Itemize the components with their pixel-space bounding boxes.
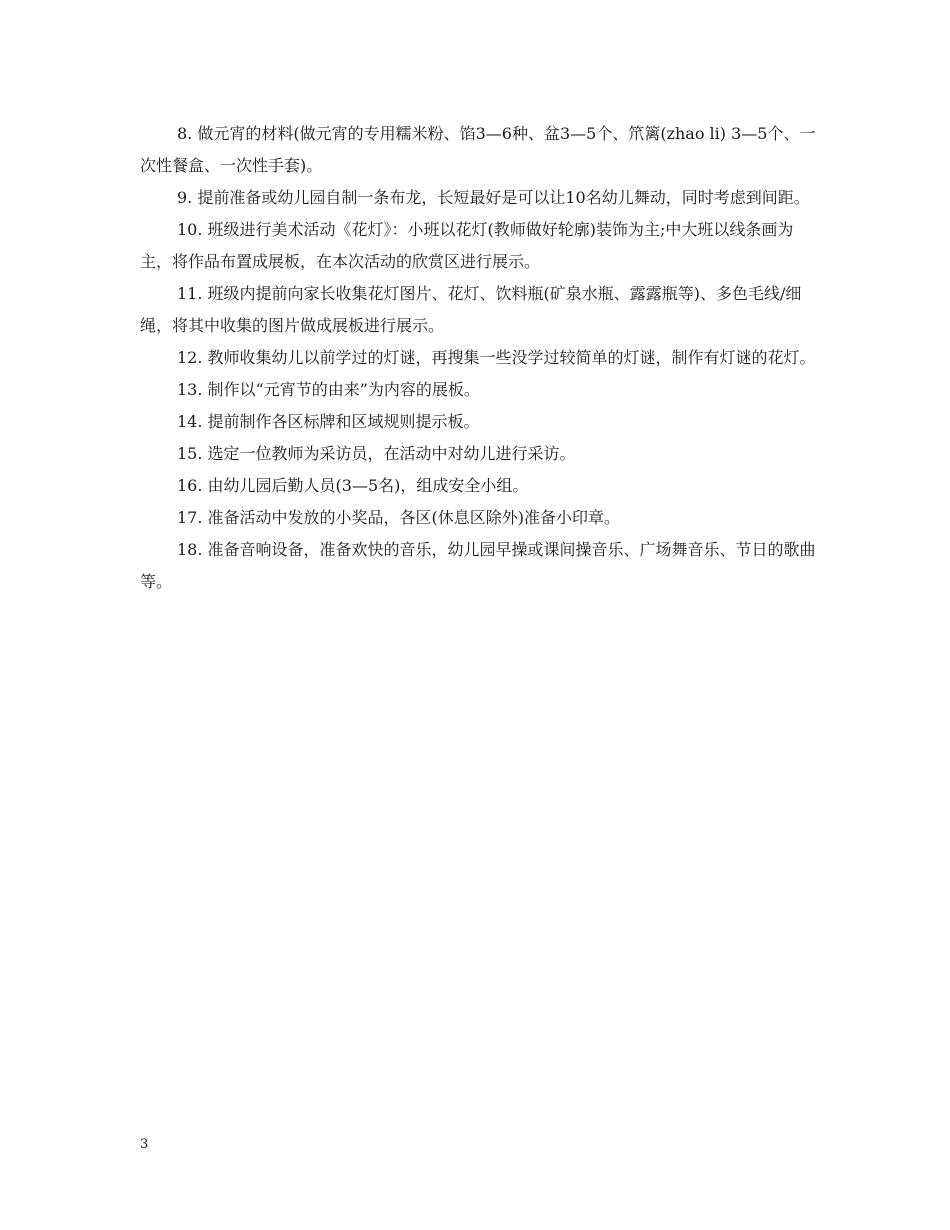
page-number: 3	[140, 1137, 149, 1152]
list-item: 11. 班级内提前向家长收集花灯图片、花灯、饮料瓶(矿泉水瓶、露露瓶等)、多色毛线/细绳，将其中收集的图片做成展板进行展示。	[140, 284, 802, 335]
list-item: 14. 提前制作各区标牌和区域规则提示板。	[177, 412, 480, 431]
list-item: 13. 制作以“元宵节的由来”为内容的展板。	[177, 380, 480, 399]
list-item: 15. 选定一位教师为采访员，在活动中对幼儿进行采访。	[177, 444, 576, 463]
document-body	[140, 118, 820, 598]
list-item: 17. 准备活动中发放的小奖品，各区(休息区除外)准备小印章。	[177, 508, 621, 527]
list-item: 10. 班级进行美术活动《花灯》：小班以花灯(教师做好轮廓)装饰为主;中大班以线条画为主，将作品布置成展板，在本次活动的欣赏区进行展示。	[140, 220, 794, 271]
list-item: 18. 准备音响设备，准备欢快的音乐，幼儿园早操或课间操音乐、广场舞音乐、节日的歌曲等。	[140, 540, 816, 591]
list-item: 16. 由幼儿园后勤人员(3—5名)，组成安全小组。	[177, 476, 529, 495]
list-item: 12. 教师收集幼儿以前学过的灯谜，再搜集一些没学过较简单的灯谜，制作有灯谜的花灯。	[177, 348, 816, 367]
list-item: 9. 提前准备或幼儿园自制一条布龙，长短最好是可以让10名幼儿舞动，同时考虑到间距。	[177, 188, 810, 207]
list-item: 8. 做元宵的材料(做元宵的专用糯米粉、馅3—6种、盆3—5个、笊篱(zhao li) 3—5个、一次性餐盒、一次性手套)。	[140, 124, 816, 175]
